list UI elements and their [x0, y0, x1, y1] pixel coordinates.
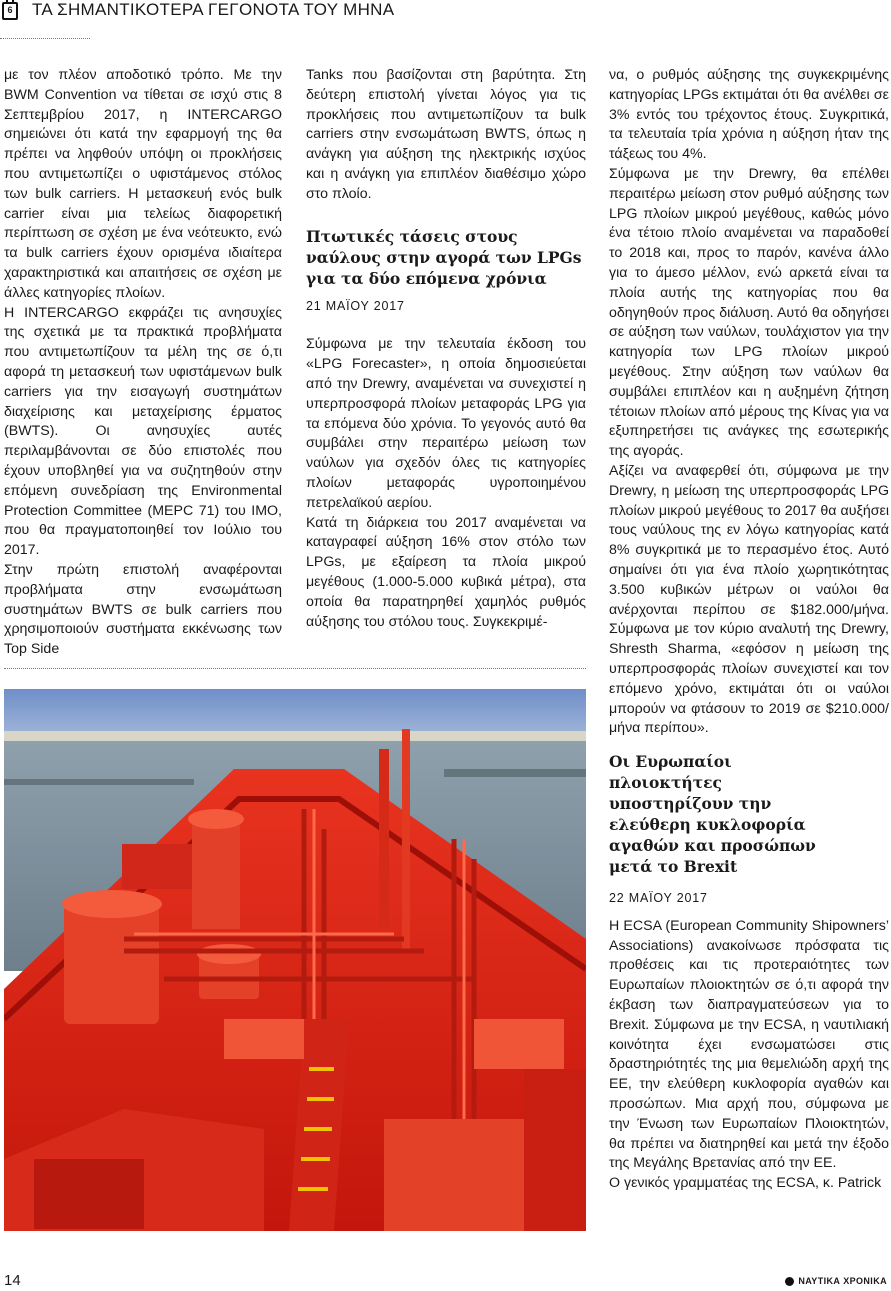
paragraph: Σύμφωνα με την Drewry, θα επέλθει περαιτέρω μείωση στον ρυθμό αύξησης των LPG πλοίων μικρού μεγέθους, καθώς μόνο ένα τέτοιο πλοίο αναμένεται να παραδοθεί το 2018 και, προς το παρόν, κανένα άλλο για το άμεσο μέλλον, ενώ αρκετά είναι τα πλοία αυτής της κατηγορίας που θα οδηγηθούν προς διάλυση. Αυτό θα οδηγήσει σε αύξηση των ναύλων, τουλάχιστον για την κατηγορία των LPG πλοίων μικρού μεγέθους. Στην αύξηση των ναύλων θα συμβάλει επιπλέον και η αυξημένη ζήτηση τέτοιων πλοίων από μέρους της Κίνας για να εξυπηρετήσει τις ανάγκες της εσωτερικής της αγοράς. [609, 165, 889, 460]
brand-logo-icon [785, 1277, 794, 1286]
article-date: 21 ΜΑΪΟΥ 2017 [306, 298, 405, 313]
page-header [0, 0, 891, 34]
article-headline: Οι Ευρωπαίοι πλοιοκτήτες υποστηρίζουν την ελεύθερη κυκλοφορία αγαθών και προσώπων μετά το Brexit [609, 752, 816, 877]
page-number: 14 [4, 1272, 21, 1289]
photo-divider [4, 668, 586, 669]
article-column-3 [609, 66, 889, 1194]
paragraph: Ο γενικός γραμματέας της ECSA, κ. Patrick [609, 1175, 882, 1192]
section-title: ΤΑ ΣΗΜΑΝΤΙΚΟΤΕΡΑ ΓΕΓΟΝΟΤΑ ΤΟΥ ΜΗΝΑ [32, 0, 395, 19]
paragraph: Στην πρώτη επιστολή αναφέρονται προβλήματα στην ενσωμάτωση συστημάτων BWTS σε bulk carriers που χρησιμοποιούν συστήματα εκκένωσης των Top Side [4, 561, 282, 658]
paragraph: Tanks που βασίζονται στη βαρύτητα. Στη δεύτερη επιστολή γίνεται λόγος για τις προκλήσεις που αντιμετωπίζουν τα bulk carriers στην ενσωμάτωση BWTS, όπως η ανάγκη για αύξηση της ηλεκτρικής ισχύος και η ανάγκη για επιπλέον διαθέσιμο χώρο στο πλοίο. [306, 67, 586, 202]
paragraph: με τον πλέον αποδοτικό τρόπο. Με την BWM Convention να τίθεται σε ισχύ στις 8 Σεπτεμβρίου 2017, η INTERCARGO σημειώνει ότι κατά την εφαρμογή της θα πρέπει να ληφθούν υπόψη οι προκλήσεις που αντιμετωπίζει ο υφιστάμενος στόλος των bulk carriers. Η μετασκευή ενός bulk carrier είναι μια τελείως διαφορετική περίπτωση σε σχέση με ένα νεότευκτο, ενώ τα bulk carriers έχουν ορισμένα ιδιαίτερα χαρακτηριστικά και απαιτήσεις σε σχέση με άλλες κατηγορίες πλοίων. [4, 67, 282, 301]
article-date: 22 ΜΑΪΟΥ 2017 [609, 891, 708, 906]
header-divider [0, 38, 90, 39]
paragraph: Αξίζει να αναφερθεί ότι, σύμφωνα με την Drewry, η μείωση της υπερπροσφοράς LPG πλοίων μικρού μεγέθους το 2017 θα αυξήσει τους ναύλους της εν λόγω κατηγορίας κατά 8% συγκριτικά με το περασμένο έτος. Αυτό σημαίνει ότι για ένα πλοίο χωρητικότητας 3.500 κυβικών μέτρων οι ναύλοι θα ανέρχονται περίπου σε $182.000/μήνα. Σύμφωνα με τον κύριο αναλυτή της Drewry, Shresth Sharma, «εφόσον η μείωση της υπερπροσφοράς πλοίων συνεχιστεί και τον επόμενο χρόνο, εκτιμάται ότι οι ναύλοι μπορούν να φτάσουν το 2019 σε $210.000/μήνα περίπου». [609, 462, 889, 737]
paragraph: Η ECSA (European Community Shipowners’ Associations) ανακοίνωσε πρόσφατα τις προθέσεις και τις προτεραιότητες των Ευρωπαίων πλοιοκτητών σε ό,τι αφορά την έκβαση των διαπραγματεύσεων για το Brexit. Σύμφωνα με την ECSA, η ναυτιλιακή κοινότητα έχει ενσωματώσει στις δραστηριότητές της μια θεμελιώδη αρχή της ΕΕ, την ελεύθερη κυκλοφορία αγαθών και προσώπων. Μια αρχή που, σύμφωνα με την Ένωση των Ευρωπαίων Πλοιοκτητών, θα πρέπει να διατηρηθεί και μετά την έξοδο της Μεγάλης Βρετανίας από την ΕΕ. [609, 917, 889, 1172]
article-column-2 [306, 66, 586, 632]
calendar-icon [2, 2, 18, 20]
brand-name: ΝΑΥΤΙΚΑ ΧΡΟΝΙΚΑ [798, 1276, 887, 1286]
calendar-badge-number: 6 [7, 5, 13, 15]
lpg-tanker-deck-photo [4, 689, 586, 1231]
paragraph: να, ο ρυθμός αύξησης της συγκεκριμένης κατηγορίας LPGs εκτιμάται ότι θα ανέλθει σε 3% εντός του τρέχοντος έτους. Συγκριτικά, τα τελευταία τρία χρόνια η αύξηση ήταν της τάξεως του 4%. [609, 67, 889, 163]
article-headline: Πτωτικές τάσεις στους ναύλους στην αγορά των LPGs για τα δύο επόμενα χρόνια [306, 226, 582, 288]
paragraph: Η INTERCARGO εκφράζει τις ανησυχίες της σχετικά με τα πρακτικά προβλήματα που αντιμετωπίζουν τα μέλη της σε ό,τι αφορά τη μετασκευή των υφιστάμενων bulk carriers για την εισαγωγή συστημάτων διαχείρισης και μεταχείρισης έρματος (BWTS). Οι ανησυχίες αυτές περιλαμβάνονται σε δύο επιστολές που έχουν υποβληθεί για να συζητηθούν στην επόμενη συνεδρίαση της Environmental Protection Committee (MEPC 71) του IMO, που θα πραγματοποιηθεί τον Ιούλιο του 2017. [4, 304, 282, 559]
paragraph: Σύμφωνα με την τελευταία έκδοση του «LPG Forecaster», η οποία δημοσιεύεται από την Drewry, αναμένεται να συνεχιστεί η υπερπροσφορά πλοίων μεταφοράς LPG για τα επόμενα δύο χρόνια. Το γεγονός αυτό θα συμβάλει στην περαιτέρω μείωση των ναύλων για σχεδόν όλες τις κατηγορίες πλοίων μεταφοράς υγροποιημένου πετρελαϊκού αερίου. [306, 336, 586, 511]
article-column-1 [4, 66, 282, 660]
paragraph: Κατά τη διάρκεια του 2017 αναμένεται να καταγραφεί αύξηση 16% στον στόλο των LPGs, με εξαίρεση τα πλοία μικρού μεγέθους (1.000-5.000 κυβικά μέτρα), στα οποία θα παρατηρηθεί χαμηλός ρυθμός αύξησης του στόλου τους. Συγκεκριμέ- [306, 514, 586, 630]
publication-brand [785, 1276, 887, 1286]
